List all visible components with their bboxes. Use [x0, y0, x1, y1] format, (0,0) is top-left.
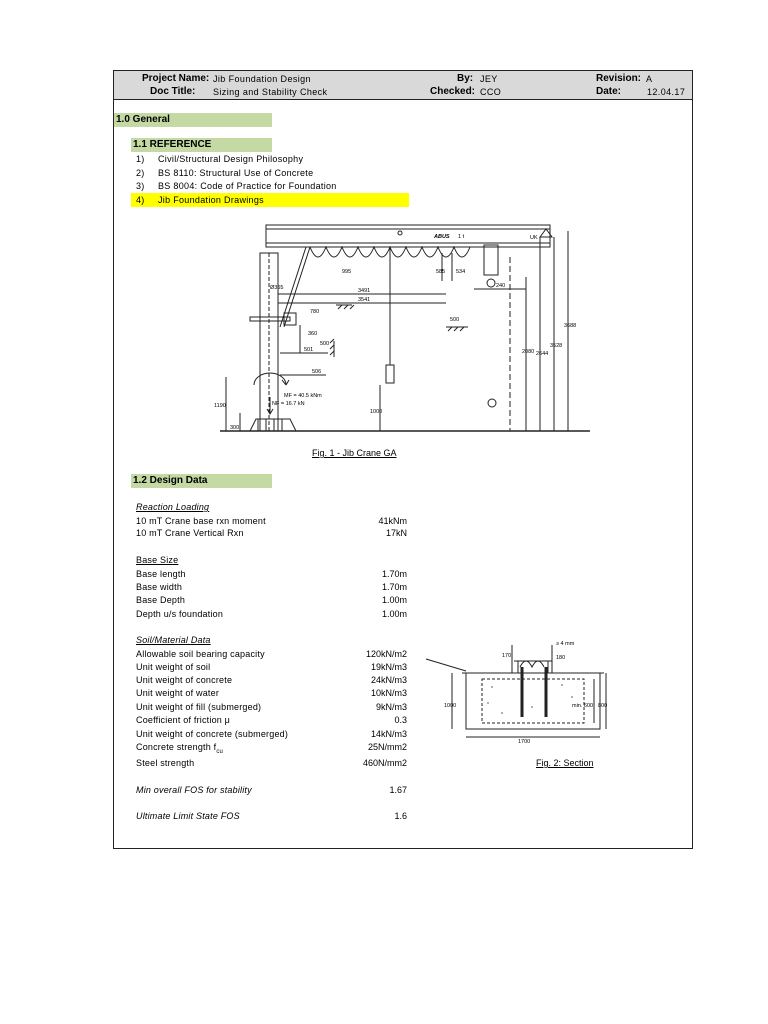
- reference-num: 2): [136, 168, 145, 178]
- dim-3491: 3491: [358, 288, 371, 294]
- reference-num: 1): [136, 154, 145, 164]
- soil-label: Unit weight of soil: [136, 662, 211, 672]
- jib-boom-beam: [266, 225, 550, 247]
- doc-title-label: Doc Title:: [150, 86, 196, 97]
- dim-2644: 2644: [536, 351, 549, 357]
- fos-stability-label: Min overall FOS for stability: [136, 785, 252, 795]
- dim-995: 995: [342, 269, 352, 275]
- soil-value: 25N/mm2: [367, 742, 407, 752]
- dim-height-1000: 1000: [444, 703, 457, 709]
- reference-text: BS 8110: Structural Use of Concrete: [158, 168, 314, 178]
- fig2-caption: Fig. 2: Section: [536, 758, 594, 768]
- reference-num: 3): [136, 181, 145, 191]
- soil-heading: Soil/Material Data: [136, 635, 211, 645]
- reaction-value: 17kN: [385, 528, 407, 538]
- dim-500a: 500: [320, 341, 330, 347]
- base-heading: Base Size: [136, 555, 179, 565]
- dim-240: 240: [496, 283, 506, 289]
- soil-value: 9kN/m3: [375, 702, 407, 712]
- dim-4mm: ≥ 4 mm: [556, 641, 575, 647]
- soil-value: 24kN/m3: [370, 675, 407, 685]
- by-label: By:: [457, 73, 474, 84]
- dim-3541: 3541: [358, 297, 371, 303]
- dim-2080: 2080: [522, 349, 535, 355]
- reference-num: 4): [136, 195, 145, 205]
- reaction-label: 10 mT Crane base rxn moment: [136, 516, 266, 526]
- soil-label: Unit weight of water: [136, 688, 220, 698]
- dim-3528: 3528: [550, 343, 563, 349]
- section-design-title: 1.2 Design Data: [131, 474, 272, 488]
- base-value: 1.00m: [381, 595, 407, 605]
- soil-label: Unit weight of fill (submerged): [136, 702, 262, 712]
- soil-value: 19kN/m3: [370, 662, 407, 672]
- soil-label-fcu: [136, 741, 223, 753]
- document-sheet: [113, 70, 693, 849]
- fig1-caption: Fig. 1 - Jib Crane GA: [312, 448, 397, 458]
- dim-height-800: 800: [598, 703, 608, 709]
- uls-value: 1.6: [394, 811, 407, 821]
- header-band: [114, 71, 692, 100]
- dim-1000: 1000: [370, 409, 383, 415]
- revision-value: A: [646, 74, 653, 84]
- dim-501: 501: [304, 347, 314, 353]
- base-value: 1.70m: [381, 582, 407, 592]
- crane-logo: ABUS: [434, 234, 450, 240]
- soil-value: 460N/mm2: [362, 758, 407, 768]
- section-general-title: 1.0 General: [114, 113, 272, 127]
- foundation-section-drawing: [422, 637, 612, 747]
- reaction-heading: Reaction Loading: [136, 502, 210, 512]
- date-label: Date:: [596, 86, 622, 97]
- reference-text: BS 8004: Code of Practice for Foundation: [158, 181, 337, 191]
- reference-highlight: [131, 193, 409, 207]
- dim-min-600: min. 600: [572, 703, 594, 709]
- dim-diameter: Ø355: [270, 285, 284, 291]
- dim-3688: 3688: [564, 323, 577, 329]
- label-mf: MF = 40.5 kNm: [284, 393, 322, 399]
- dim-180: 180: [556, 655, 566, 661]
- foundation-block: [466, 673, 600, 729]
- fos-stability-value: 1.67: [389, 785, 407, 795]
- base-label: Base width: [136, 582, 183, 592]
- soil-value: 120kN/m2: [365, 649, 407, 659]
- base-label: Base Depth: [136, 595, 186, 605]
- soil-label: Concrete strength f: [136, 742, 217, 752]
- soil-label: Unit weight of concrete: [136, 675, 233, 685]
- soil-label: Allowable soil bearing capacity: [136, 649, 265, 659]
- dim-534: 534: [456, 269, 466, 275]
- base-value: 1.70m: [381, 569, 407, 579]
- dim-170: 170: [502, 653, 512, 659]
- base-value: 1.00m: [381, 609, 407, 619]
- checked-value: CCO: [480, 87, 502, 97]
- soil-label-subscript: cu: [216, 748, 224, 755]
- soil-label: Unit weight of concrete (submerged): [136, 729, 289, 739]
- soil-value: 0.3: [394, 715, 407, 725]
- soil-value: 14kN/m3: [370, 729, 407, 739]
- dim-width-1700: 1700: [518, 739, 531, 745]
- dim-1190: 1190: [214, 403, 226, 409]
- project-name-value: Jib Foundation Design: [213, 74, 311, 84]
- revision-label: Revision:: [596, 73, 642, 84]
- dim-300: 300: [230, 425, 240, 431]
- dim-500b: 500: [450, 317, 460, 323]
- reference-text: Jib Foundation Drawings: [158, 195, 264, 205]
- soil-label: Steel strength: [136, 758, 195, 768]
- project-name-label: Project Name:: [142, 73, 210, 84]
- base-label: Base length: [136, 569, 186, 579]
- label-nf: NF = 16.7 kN: [272, 401, 305, 407]
- soil-value: 10kN/m3: [370, 688, 407, 698]
- by-value: JEY: [480, 74, 498, 84]
- label-uk: UK: [530, 235, 538, 241]
- dim-360: 360: [308, 331, 318, 337]
- uls-label: Ultimate Limit State FOS: [136, 811, 240, 821]
- jib-crane-drawing: [210, 217, 594, 441]
- dim-506: 506: [312, 369, 322, 375]
- reaction-value: 41kNm: [378, 516, 407, 526]
- base-label: Depth u/s foundation: [136, 609, 224, 619]
- crane-capacity: 1 t: [458, 234, 465, 240]
- date-value: 12.04.17: [647, 87, 686, 97]
- section-reference-title: 1.1 REFERENCE: [131, 138, 272, 152]
- dim-780: 780: [310, 309, 320, 315]
- reaction-label: 10 mT Crane Vertical Rxn: [136, 528, 244, 538]
- checked-label: Checked:: [430, 86, 476, 97]
- doc-title-value: Sizing and Stability Check: [213, 87, 328, 97]
- dim-585: 585: [436, 269, 446, 275]
- reference-text: Civil/Structural Design Philosophy: [158, 154, 304, 164]
- soil-label: Coefficient of friction μ: [136, 715, 231, 725]
